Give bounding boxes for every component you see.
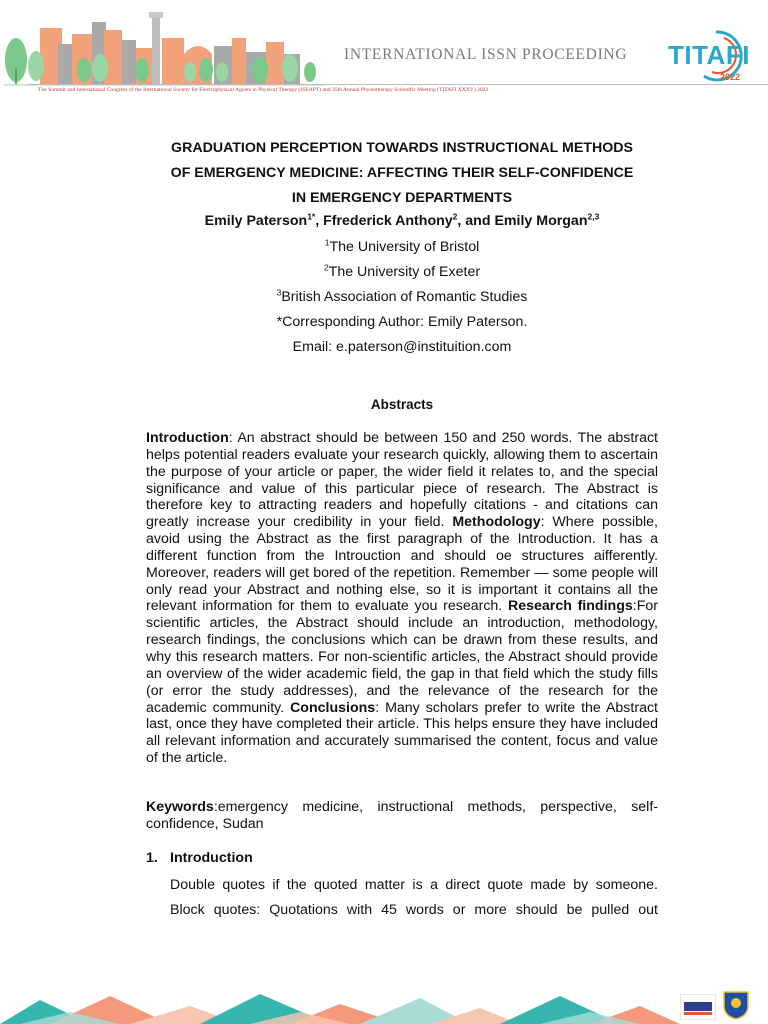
affiliation-marker: 3 bbox=[276, 287, 282, 298]
affiliation bbox=[100, 288, 704, 306]
author-name: Ffrederick Anthony bbox=[323, 213, 453, 229]
city-skyline-illustration bbox=[0, 8, 330, 88]
titafi-logo-text: TITAFI bbox=[668, 40, 750, 70]
abstract-method-label: Methodology bbox=[452, 514, 541, 531]
abstract-intro-label: Introduction bbox=[146, 430, 229, 446]
title-line: IN EMERGENCY DEPARTMENTS bbox=[291, 190, 513, 206]
author-email[interactable]: Email: e.paterson@instituition.com bbox=[292, 339, 512, 355]
abstract-method-text: : Where possible, avoid using the Abstract as the first paragraph of the Introduction. It has a different function from the Introuction and should oe structures aifferently. Moreover, readers will get bored of the repetition. Remember — some people will only read your Abstract and nothing else, so it is important it contains all the relevant information for them to evaluate you research. bbox=[146, 514, 658, 615]
affiliation-marker: 2 bbox=[323, 262, 329, 273]
affiliation-text: British Association of Romantic Studies bbox=[281, 289, 528, 305]
abstract-conclusions-text: : Many scholars prefer to write the Abstract last, once they have completed their article. This helps ensure they have included all relevant information and accurately summarised the content, focus and value of the article. bbox=[146, 699, 658, 767]
author-separator: , and bbox=[457, 213, 495, 229]
section-title: Introduction bbox=[170, 850, 253, 866]
titafi-logo-year: 2022 bbox=[720, 72, 741, 82]
author-marker: 2 bbox=[452, 211, 458, 222]
title-line: OF EMERGENCY MEDICINE: AFFECTING THEIR SELF-CONFIDENCE bbox=[170, 165, 634, 181]
journal-name: INTERNATIONAL ISSN PROCEEDING bbox=[344, 46, 628, 63]
title-line: GRADUATION PERCEPTION TOWARDS INSTRUCTIONAL METHODS bbox=[171, 140, 633, 156]
author-list bbox=[100, 210, 704, 232]
keywords-label: Keywords bbox=[146, 799, 214, 815]
section-number: 1. bbox=[146, 850, 158, 866]
author-name: Emily Morgan bbox=[494, 213, 588, 229]
author-name: Emily Paterson bbox=[204, 213, 308, 229]
section-heading bbox=[146, 850, 253, 866]
keywords bbox=[146, 799, 658, 833]
conference-line: The Summit and International Congress of the International Society for Electrophysical Agents in Physical Therapy (ISEAPT) and 35th Annual Physiotherapy Scientific Meeting (TITAFI XXXV) 2022 bbox=[38, 87, 489, 93]
author-marker: 1* bbox=[307, 211, 316, 222]
footer-decoration bbox=[0, 990, 680, 1024]
affiliation-text: The University of Exeter bbox=[328, 264, 481, 280]
university-crest-logo bbox=[722, 990, 750, 1020]
abstract-findings-text: :For scientific articles, the Abstract should include an introduction, methodology, research findings, the conclusions which can be drawn from these results, and why this research matters. For non-scientific articles, the Abstract should provide an overview of the wider academic field, the gap in that field which the study fills (or error the study addresses), and the relevance of the research for the academic community. bbox=[146, 598, 658, 716]
body-paragraph-line: Double quotes if the quoted matter is a direct quote made by someone. bbox=[170, 877, 658, 893]
affiliation bbox=[100, 263, 704, 281]
corresponding-author: *Corresponding Author: Emily Paterson. bbox=[276, 314, 528, 330]
page-header bbox=[0, 0, 768, 100]
author-marker: 2,3 bbox=[587, 211, 600, 222]
iseapt-logo bbox=[680, 994, 716, 1020]
abstract-body bbox=[146, 430, 658, 767]
abstract-intro-text: : An abstract should be between 150 and 250 words. The abstract helps potential readers evaluate your research quickly, allowing them to ascertain the purpose of your article or paper, the wider field it relates to, and the special significance and value of this particular piece of research. The Abstract is therefore key to attracting readers and hopefully citations - and citations can greatly increase your credibility in your field. bbox=[146, 430, 658, 531]
paper-title bbox=[120, 136, 684, 211]
keywords-text: :emergency medicine, instructional methods, perspective, self-confidence, Sudan bbox=[146, 799, 658, 832]
abstract-findings-label: Research findings bbox=[507, 598, 633, 615]
affiliation bbox=[100, 238, 704, 256]
affiliation-text: The University of Bristol bbox=[329, 239, 480, 255]
abstract-heading: Abstracts bbox=[370, 397, 434, 412]
abstract-conclusions-label: Conclusions bbox=[290, 699, 376, 716]
author-separator: , bbox=[315, 213, 324, 229]
body-paragraph-line: Block quotes: Quotations with 45 words or more should be pulled out bbox=[170, 902, 658, 918]
header-divider bbox=[28, 84, 768, 85]
affiliation-marker: 1 bbox=[324, 237, 330, 248]
